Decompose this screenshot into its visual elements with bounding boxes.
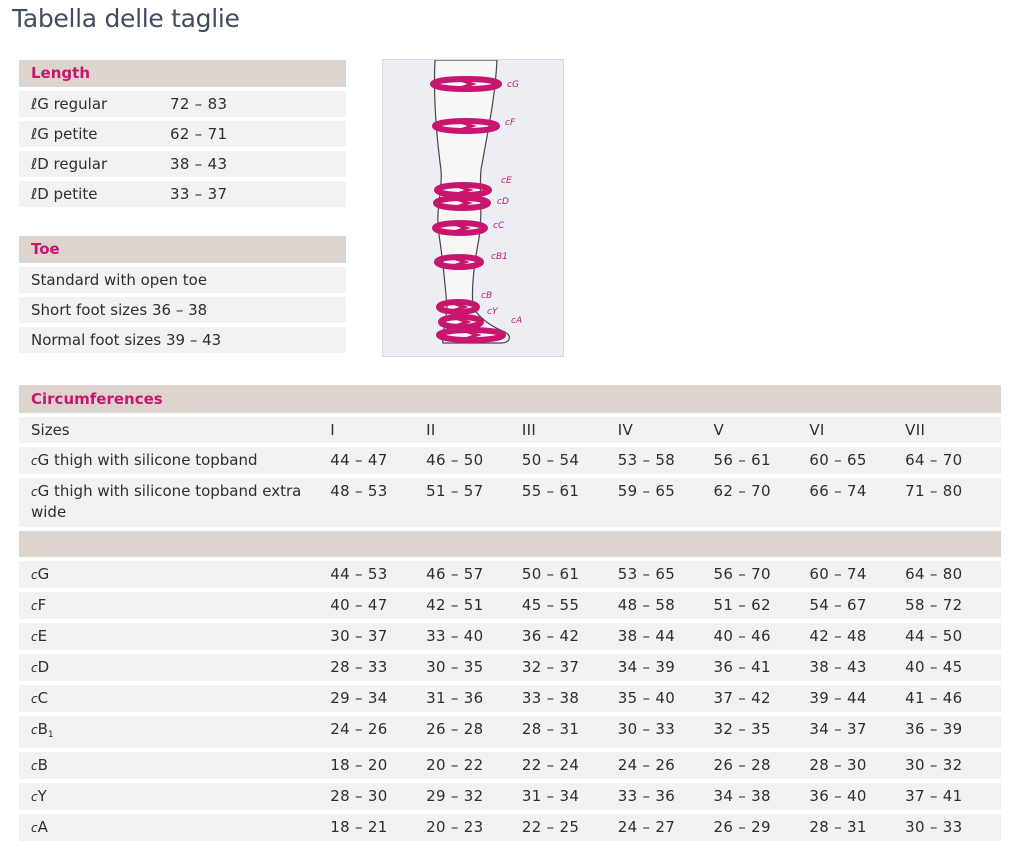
table-cell: 60 – 74 [809, 561, 905, 588]
row-label [19, 623, 330, 650]
sizes-row [19, 417, 1001, 443]
table-cell: 37 – 42 [714, 685, 810, 712]
table-cell: 71 – 80 [905, 478, 1001, 527]
table-cell: 34 – 39 [618, 654, 714, 681]
table-row [19, 447, 1001, 474]
table-cell: 46 – 57 [426, 561, 522, 588]
table-cell: 42 – 51 [426, 592, 522, 619]
table-row [19, 592, 1001, 619]
measurement-name: Y [37, 787, 47, 805]
table-row [19, 814, 1001, 841]
size-header: II [426, 417, 522, 443]
band-label: cG [507, 80, 519, 90]
table-cell: 22 – 24 [522, 752, 618, 779]
table-cell: 50 – 54 [522, 447, 618, 474]
table-cell: 58 – 72 [905, 592, 1001, 619]
size-header: VII [905, 417, 1001, 443]
table-cell: 28 – 30 [809, 752, 905, 779]
circumference-symbol: c [31, 630, 38, 644]
table-cell: 28 – 33 [330, 654, 426, 681]
length-heading: Length [19, 60, 346, 87]
row-label [19, 478, 330, 527]
table-cell: 41 – 46 [905, 685, 1001, 712]
table-cell: 56 – 61 [714, 447, 810, 474]
size-header: I [330, 417, 426, 443]
band-label: cA [511, 316, 523, 326]
table-cell: 44 – 47 [330, 447, 426, 474]
table-cell: 31 – 34 [522, 783, 618, 810]
band-label: cY [487, 307, 498, 317]
circumference-symbol: c [31, 790, 38, 804]
toe-row: Standard with open toe [19, 267, 346, 293]
measurement-name: D [37, 658, 50, 676]
table-cell: 55 – 61 [522, 478, 618, 527]
table-cell: 64 – 70 [905, 447, 1001, 474]
table-cell: 33 – 38 [522, 685, 618, 712]
table-cell: 36 – 40 [809, 783, 905, 810]
size-header: IV [618, 417, 714, 443]
circumference-symbol: c [31, 599, 38, 613]
circumferences-header-row [19, 385, 1001, 413]
circumference-symbol: c [31, 759, 38, 773]
table-cell: 51 – 57 [426, 478, 522, 527]
length-label: ℓD petite [31, 185, 98, 203]
table-cell: 40 – 46 [714, 623, 810, 650]
table-cell: 24 – 27 [618, 814, 714, 841]
table-cell: 64 – 80 [905, 561, 1001, 588]
table-row [19, 561, 1001, 588]
table-cell: 46 – 50 [426, 447, 522, 474]
table-cell: 42 – 48 [809, 623, 905, 650]
table-cell: 53 – 65 [618, 561, 714, 588]
row-label [19, 783, 330, 810]
measurement-name: C [37, 689, 49, 707]
table-cell: 44 – 53 [330, 561, 426, 588]
band-label: cB1 [491, 252, 508, 262]
table-cell: 37 – 41 [905, 783, 1001, 810]
length-value: 72 – 83 [170, 95, 228, 113]
table-cell: 30 – 33 [905, 814, 1001, 841]
measurement-name: B [37, 756, 48, 774]
table-cell: 48 – 58 [618, 592, 714, 619]
table-cell: 62 – 70 [714, 478, 810, 527]
table-cell: 20 – 23 [426, 814, 522, 841]
circumferences-heading: Circumferences [19, 385, 1001, 413]
sizes-label: Sizes [19, 417, 330, 443]
table-cell: 48 – 53 [330, 478, 426, 527]
table-row [19, 654, 1001, 681]
row-label [19, 814, 330, 841]
table-cell: 18 – 20 [330, 752, 426, 779]
toe-row: Normal foot sizes 39 – 43 [19, 327, 346, 353]
divider-cell [19, 531, 1001, 557]
circumference-symbol: c [31, 485, 38, 499]
table-cell: 36 – 41 [714, 654, 810, 681]
toe-panel [19, 236, 346, 353]
table-cell: 30 – 33 [618, 716, 714, 748]
length-row [19, 121, 346, 147]
table-cell: 28 – 31 [809, 814, 905, 841]
length-row [19, 181, 346, 207]
table-cell: 20 – 22 [426, 752, 522, 779]
table-cell: 50 – 61 [522, 561, 618, 588]
table-cell: 24 – 26 [330, 716, 426, 748]
table-row [19, 623, 1001, 650]
table-cell: 30 – 37 [330, 623, 426, 650]
length-panel [19, 60, 346, 207]
table-cell: 29 – 34 [330, 685, 426, 712]
table-cell: 53 – 58 [618, 447, 714, 474]
table-cell: 32 – 35 [714, 716, 810, 748]
table-cell: 28 – 31 [522, 716, 618, 748]
table-cell: 33 – 36 [618, 783, 714, 810]
table-cell: 60 – 65 [809, 447, 905, 474]
section-divider [19, 531, 1001, 557]
row-label [19, 716, 330, 748]
leg-illustration [383, 60, 564, 357]
table-cell: 30 – 35 [426, 654, 522, 681]
table-cell: 35 – 40 [618, 685, 714, 712]
row-label [19, 561, 330, 588]
table-cell: 22 – 25 [522, 814, 618, 841]
table-cell: 26 – 28 [426, 716, 522, 748]
page-title: Tabella delle taglie [12, 4, 240, 33]
measurement-name: B [37, 720, 48, 738]
length-label: ℓG petite [31, 125, 98, 143]
row-label [19, 685, 330, 712]
table-cell: 26 – 29 [714, 814, 810, 841]
measurement-name: G [37, 565, 50, 583]
circumferences-table [19, 381, 1001, 845]
table-cell: 32 – 37 [522, 654, 618, 681]
length-value: 33 – 37 [170, 185, 228, 203]
length-label: ℓG regular [31, 95, 108, 113]
length-row [19, 91, 346, 117]
table-cell: 24 – 26 [618, 752, 714, 779]
table-row [19, 478, 1001, 527]
measurement-name: A [37, 818, 48, 836]
table-cell: 59 – 65 [618, 478, 714, 527]
table-cell: 31 – 36 [426, 685, 522, 712]
measurement-name: G thigh with silicone topband [37, 451, 258, 469]
table-cell: 66 – 74 [809, 478, 905, 527]
band-label: cC [493, 221, 505, 231]
toe-heading: Toe [19, 236, 346, 263]
table-cell: 51 – 62 [714, 592, 810, 619]
band-label: cF [505, 118, 516, 128]
table-cell: 36 – 39 [905, 716, 1001, 748]
band-label: cE [501, 176, 512, 186]
table-cell: 54 – 67 [809, 592, 905, 619]
table-row [19, 752, 1001, 779]
table-cell: 36 – 42 [522, 623, 618, 650]
measurement-name: E [37, 627, 48, 645]
band-label: cB [481, 291, 493, 301]
table-cell: 38 – 43 [809, 654, 905, 681]
size-header: VI [809, 417, 905, 443]
table-cell: 18 – 21 [330, 814, 426, 841]
measurement-name: G thigh with silicone topband extra wide [31, 482, 302, 521]
circumference-symbol: c [31, 454, 38, 468]
row-label [19, 752, 330, 779]
table-row [19, 783, 1001, 810]
row-label [19, 447, 330, 474]
circumference-symbol: c [31, 723, 38, 737]
table-cell: 45 – 55 [522, 592, 618, 619]
table-row [19, 685, 1001, 712]
circumference-symbol: c [31, 821, 38, 835]
length-value: 38 – 43 [170, 155, 228, 173]
table-cell: 29 – 32 [426, 783, 522, 810]
table-cell: 39 – 44 [809, 685, 905, 712]
table-cell: 56 – 70 [714, 561, 810, 588]
table-cell: 34 – 37 [809, 716, 905, 748]
size-header: V [714, 417, 810, 443]
table-row [19, 716, 1001, 748]
measurement-subscript: 1 [47, 730, 54, 740]
length-label: ℓD regular [31, 155, 108, 173]
table-cell: 26 – 28 [714, 752, 810, 779]
circumference-symbol: c [31, 568, 38, 582]
table-cell: 34 – 38 [714, 783, 810, 810]
circumference-symbol: c [31, 661, 38, 675]
table-cell: 38 – 44 [618, 623, 714, 650]
row-label [19, 592, 330, 619]
row-label [19, 654, 330, 681]
band-label: cD [497, 197, 509, 207]
length-row [19, 151, 346, 177]
toe-row: Short foot sizes 36 – 38 [19, 297, 346, 323]
table-cell: 40 – 45 [905, 654, 1001, 681]
leg-measurement-diagram [382, 59, 564, 357]
table-cell: 33 – 40 [426, 623, 522, 650]
circumference-symbol: c [31, 692, 38, 706]
table-cell: 30 – 32 [905, 752, 1001, 779]
length-value: 62 – 71 [170, 125, 228, 143]
measurement-name: F [37, 596, 47, 614]
table-cell: 40 – 47 [330, 592, 426, 619]
size-header: III [522, 417, 618, 443]
table-cell: 28 – 30 [330, 783, 426, 810]
table-cell: 44 – 50 [905, 623, 1001, 650]
